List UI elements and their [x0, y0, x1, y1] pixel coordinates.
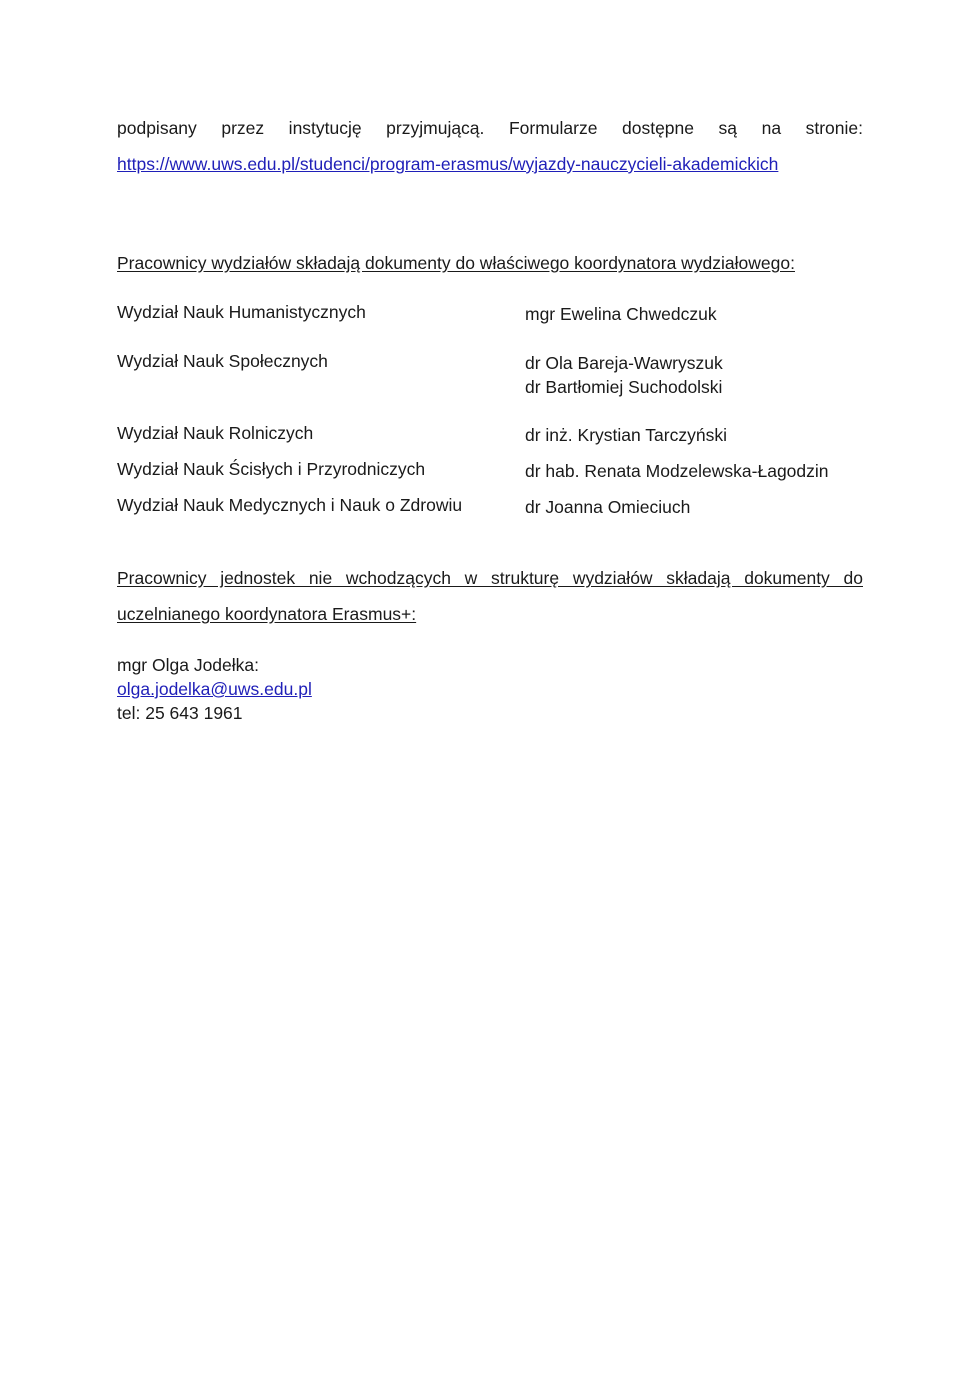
faculty-name: Wydział Nauk Rolniczych — [117, 423, 314, 443]
contact-name: mgr Olga Jodełka: — [117, 655, 260, 675]
contact-email-link[interactable]: olga.jodelka@uws.edu.pl — [117, 679, 312, 699]
intro-paragraph: podpisany przez instytucję przyjmującą. Formularze dostępne są na stronie: — [117, 118, 863, 138]
units-heading-line2: uczelnianego koordynatora Erasmus+: — [117, 604, 417, 624]
contact-block — [117, 653, 312, 725]
units-heading-line1: Pracownicy jednostek nie wchodzących w strukturę wydziałów składają dokumenty do — [117, 568, 863, 588]
faculty-name: Wydział Nauk Medycznych i Nauk o Zdrowiu — [117, 495, 463, 515]
faculty-coordinator: dr hab. Renata Modzelewska-Łagodzin — [525, 461, 829, 481]
faculty-coordinator: dr Bartłomiej Suchodolski — [525, 377, 723, 397]
faculty-coordinator: dr inż. Krystian Tarczyński — [525, 425, 727, 445]
faculty-coordinator: dr Joanna Omieciuch — [525, 497, 691, 517]
faculty-coordinator: mgr Ewelina Chwedczuk — [525, 304, 717, 324]
contact-phone: tel: 25 643 1961 — [117, 703, 243, 723]
faculty-name: Wydział Nauk Ścisłych i Przyrodniczych — [117, 459, 426, 479]
faculty-name: Wydział Nauk Społecznych — [117, 351, 328, 371]
faculty-coordinator: dr Ola Bareja-Wawryszuk — [525, 353, 723, 373]
faculties-heading: Pracownicy wydziałów składają dokumenty do właściwego koordynatora wydziałowego: — [117, 253, 795, 273]
erasmus-forms-link[interactable]: https://www.uws.edu.pl/studenci/program-erasmus/wyjazdy-nauczycieli-akademickich — [117, 154, 779, 174]
faculty-name: Wydział Nauk Humanistycznych — [117, 302, 366, 322]
